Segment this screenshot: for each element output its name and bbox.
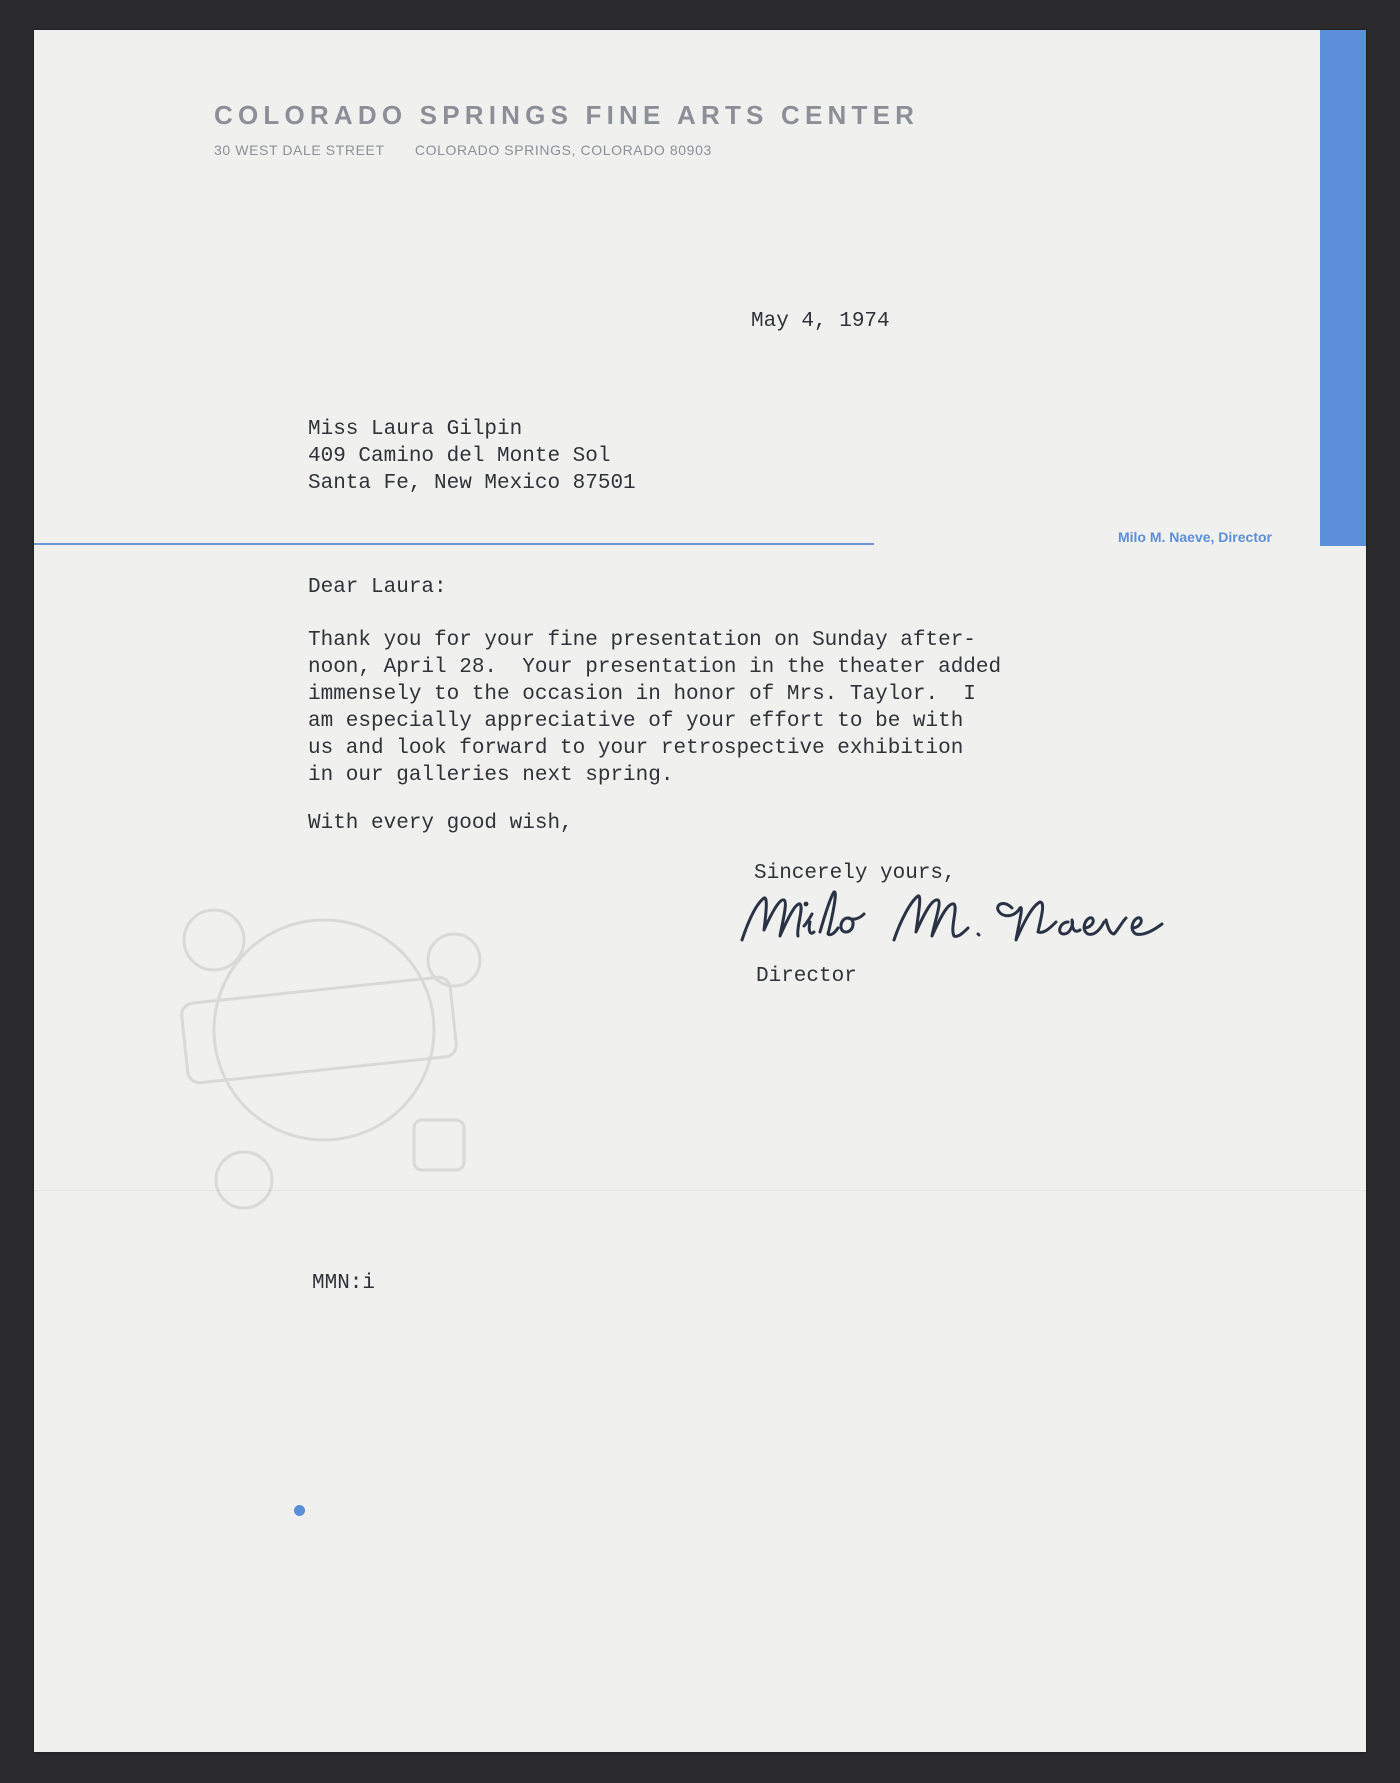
signer-title: Director (756, 965, 857, 988)
reference-initials: MMN:i (312, 1272, 376, 1295)
closing-wish: With every good wish, (308, 812, 573, 835)
body-line: noon, April 28. Your presentation in the theater added (308, 656, 1002, 679)
letter-date: May 4, 1974 (751, 310, 890, 333)
letterhead-director: Milo M. Naeve, Director (1117, 529, 1272, 545)
bleed-through-stamp (154, 880, 574, 1300)
recipient-name: Miss Laura Gilpin (308, 418, 523, 441)
body-line: in our galleries next spring. (308, 764, 674, 787)
letterhead-address (214, 142, 712, 158)
salutation: Dear Laura: (308, 576, 447, 599)
complimentary-close: Sincerely yours, (754, 862, 956, 885)
letterhead-accent-bar (1320, 30, 1366, 546)
handwritten-signature (734, 878, 1234, 958)
body-line: am especially appreciative of your effort to be with (308, 710, 964, 733)
letterhead-street: 30 WEST DALE STREET (214, 142, 385, 158)
recipient-address-block (308, 416, 636, 497)
letterhead-organization: COLORADO SPRINGS FINE ARTS CENTER (214, 100, 920, 130)
body-line: us and look forward to your retrospective exhibition (308, 737, 964, 760)
body-line: immensely to the occasion in honor of Mrs. Taylor. I (308, 683, 976, 706)
recipient-city: Santa Fe, New Mexico 87501 (308, 472, 636, 495)
letterhead-city: COLORADO SPRINGS, COLORADO 80903 (414, 142, 712, 158)
body-line: Thank you for your fine presentation on Sunday after- (308, 629, 976, 652)
recipient-street: 409 Camino del Monte Sol (308, 445, 611, 468)
blue-dot-mark (294, 1505, 305, 1516)
letterhead-rule (34, 543, 874, 545)
paper-fold (34, 1190, 1366, 1191)
letter-page (34, 30, 1366, 1752)
letter-body (308, 627, 1001, 789)
